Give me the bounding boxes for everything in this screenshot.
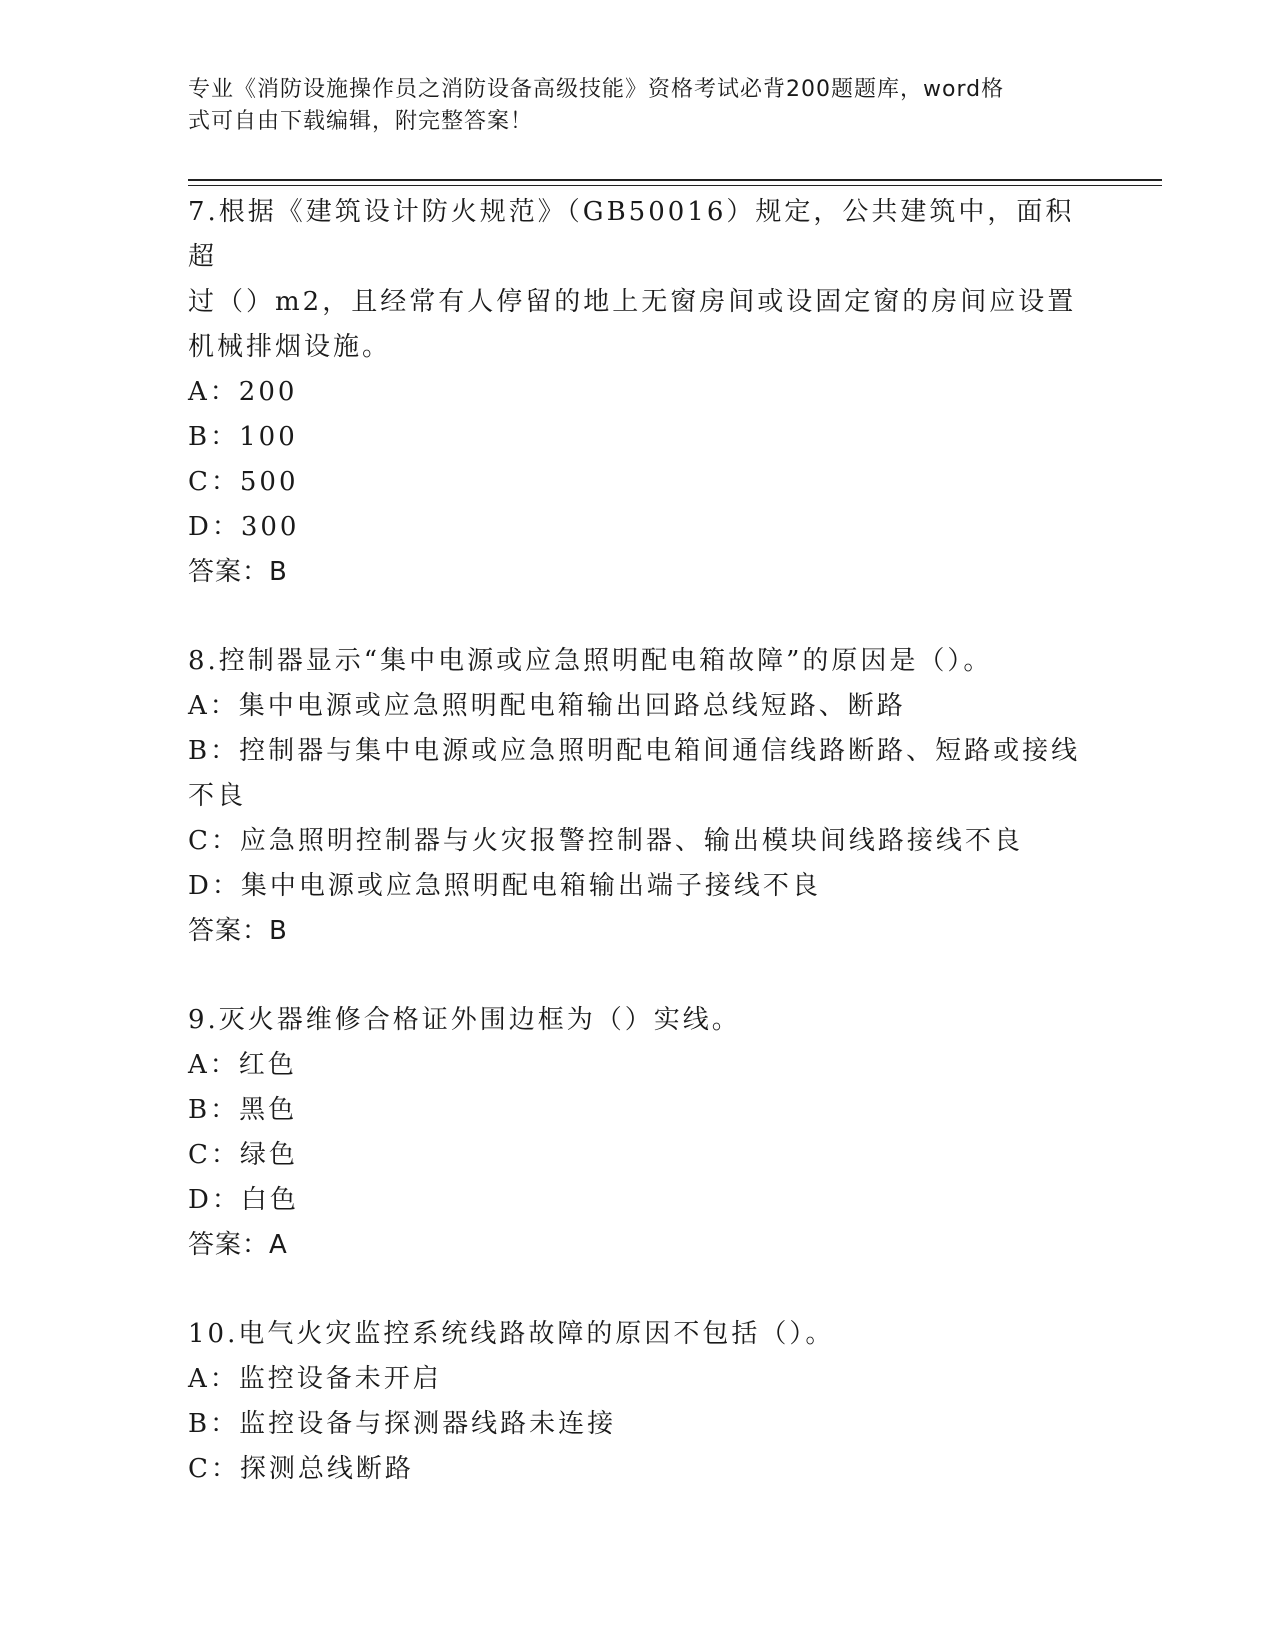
header-line-2: 式可自由下载编辑，附完整答案！ xyxy=(188,109,534,134)
option-b: B：控制器与集中电源或应急照明配电箱间通信线路断路、短路或接线 xyxy=(188,736,1081,766)
question-8 xyxy=(188,639,1088,954)
option-b: B：监控设备与探测器线路未连接 xyxy=(188,1409,617,1439)
question-text-line: 9.灭火器维修合格证外围边框为（）实线。 xyxy=(188,1005,741,1035)
header-divider-thick xyxy=(188,179,1162,181)
question-text-line: 7.根据《建筑设计防火规范》（GB50016）规定，公共建筑中，面积超 xyxy=(188,197,1075,272)
answer-label: 答案：B xyxy=(188,916,288,946)
document-header xyxy=(188,74,1068,138)
option-b: B：黑色 xyxy=(188,1095,298,1125)
question-text-line: 机械排烟设施。 xyxy=(188,332,392,362)
option-c: C：探测总线断路 xyxy=(188,1454,414,1484)
question-9 xyxy=(188,998,1088,1268)
question-text-line: 8.控制器显示“集中电源或应急照明配电箱故障”的原因是（）。 xyxy=(188,646,993,676)
option-c: C：应急照明控制器与火灾报警控制器、输出模块间线路接线不良 xyxy=(188,826,1023,856)
header-divider-thin xyxy=(188,185,1162,186)
option-c: C：500 xyxy=(188,467,299,497)
option-b: B：100 xyxy=(188,422,298,452)
option-d: D：集中电源或应急照明配电箱输出端子接线不良 xyxy=(188,871,821,901)
option-d: D：300 xyxy=(188,512,300,542)
question-list xyxy=(188,190,1088,1536)
option-b-continued: 不良 xyxy=(188,781,247,811)
option-a: A：红色 xyxy=(188,1050,297,1080)
option-a: A：200 xyxy=(188,377,298,407)
option-a: A：监控设备未开启 xyxy=(188,1364,442,1394)
question-text-line: 过（）m2，且经常有人停留的地上无窗房间或设固定窗的房间应设置 xyxy=(188,287,1077,317)
option-d: D：白色 xyxy=(188,1185,299,1215)
question-text-line: 10.电气火灾监控系统线路故障的原因不包括（）。 xyxy=(188,1319,835,1349)
option-c: C：绿色 xyxy=(188,1140,298,1170)
option-a: A：集中电源或应急照明配电箱输出回路总线短路、断路 xyxy=(188,691,906,721)
answer-label: 答案：B xyxy=(188,557,288,587)
question-10 xyxy=(188,1312,1088,1492)
question-7 xyxy=(188,190,1088,595)
answer-label: 答案：A xyxy=(188,1230,288,1260)
header-line-1: 专业《消防设施操作员之消防设备高级技能》资格考试必背200题题库，word格 xyxy=(188,77,1005,102)
